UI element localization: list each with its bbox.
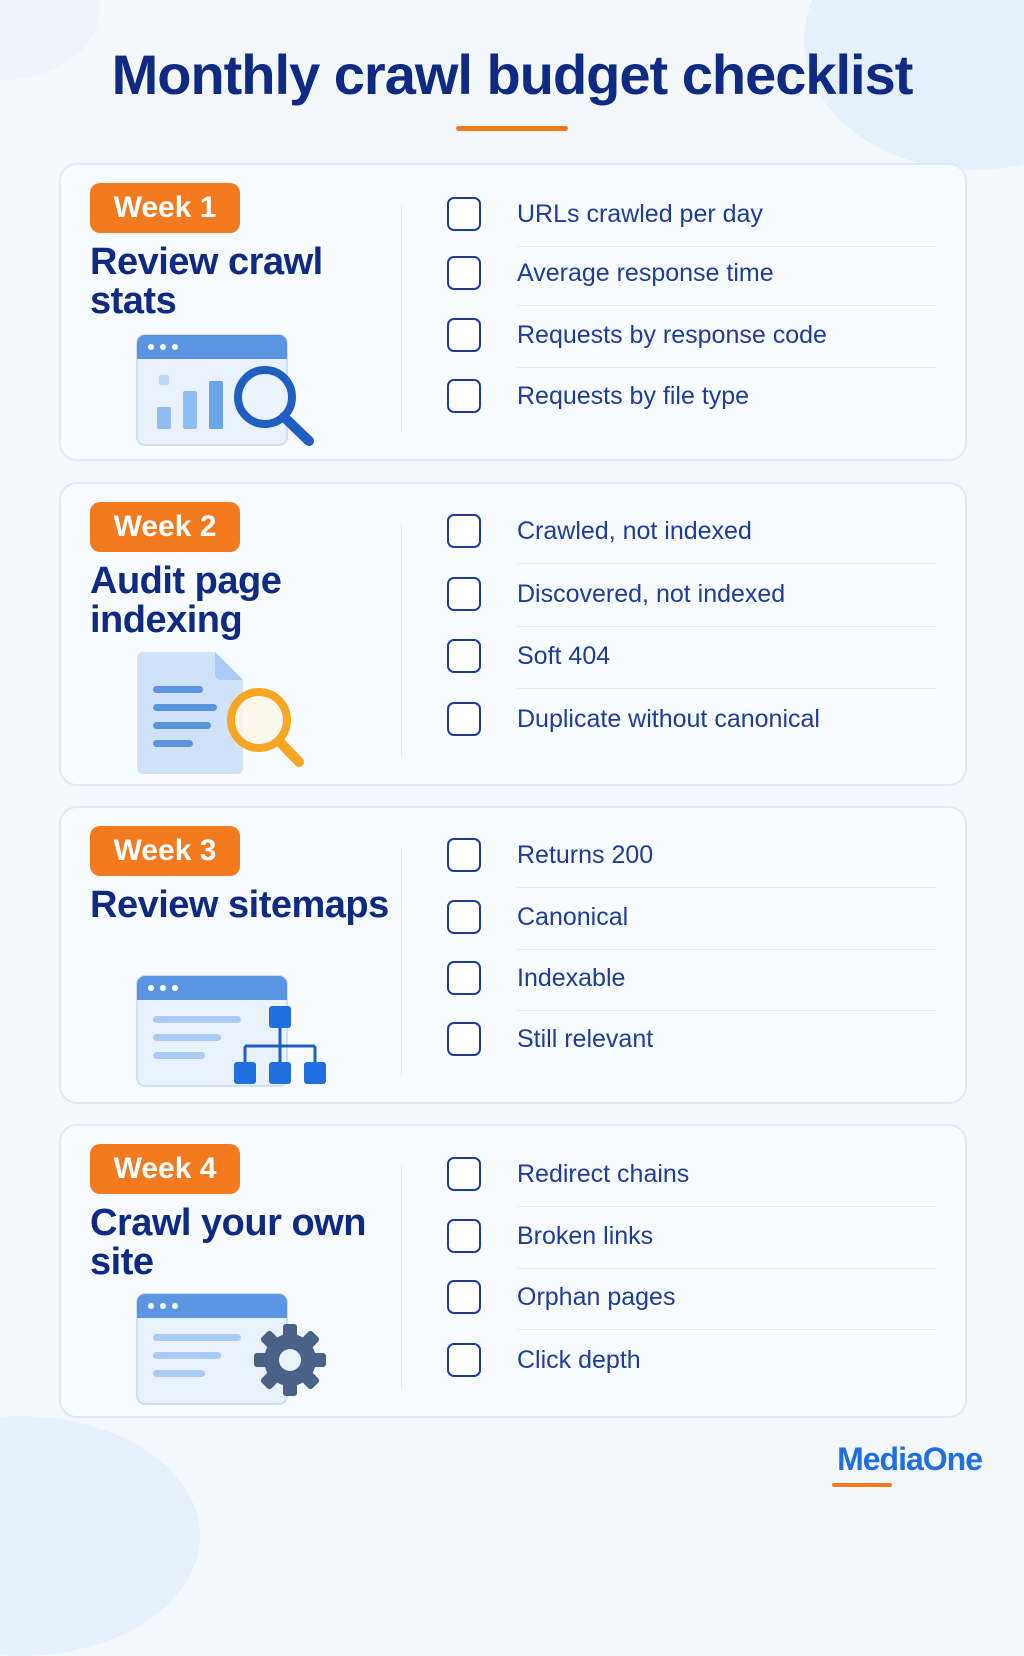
week-2-card (59, 482, 967, 786)
checklist-item (445, 367, 937, 429)
checkbox[interactable] (447, 702, 481, 736)
checklist-item (445, 1207, 937, 1269)
checklist-item-label: Still relevant (517, 1025, 654, 1053)
card-divider (401, 1166, 402, 1390)
checklist-item-label: Requests by response code (517, 321, 827, 349)
checkbox[interactable] (447, 1219, 481, 1253)
week-badge: Week 4 (90, 1144, 240, 1194)
checklist-item-label: Broken links (517, 1222, 654, 1250)
week-badge: Week 2 (90, 502, 240, 552)
brand-underline (832, 1483, 892, 1487)
checklist-item-label: Returns 200 (517, 841, 654, 869)
week-heading: Review crawl stats (90, 241, 323, 322)
checklist-item-label: Orphan pages (517, 1283, 676, 1311)
checklist-item-label: Soft 404 (517, 642, 611, 670)
checkbox[interactable] (447, 318, 481, 352)
checklist-item-label: Discovered, not indexed (517, 580, 786, 608)
browser-gear-icon (133, 1290, 333, 1410)
checkbox[interactable] (447, 1157, 481, 1191)
checklist-item (445, 1331, 937, 1393)
checklist-item-label: Canonical (517, 903, 629, 931)
checklist-item (445, 627, 937, 689)
page-title: Monthly crawl budget checklist (111, 43, 913, 106)
checkbox[interactable] (447, 900, 481, 934)
document-magnifier-icon (133, 650, 323, 776)
item-separator (517, 688, 937, 689)
checkbox[interactable] (447, 639, 481, 673)
checklist-item (445, 565, 937, 627)
checkbox[interactable] (447, 379, 481, 413)
week-heading: Crawl your own site (90, 1202, 366, 1283)
checkbox[interactable] (447, 961, 481, 995)
week-badge: Week 3 (90, 826, 240, 876)
week-4-card (59, 1124, 967, 1418)
crawl-stats-magnifier-icon (133, 331, 323, 451)
item-separator (517, 1329, 937, 1330)
checklist-item (445, 1145, 937, 1207)
checklist-item (445, 949, 937, 1011)
checkbox[interactable] (447, 514, 481, 548)
week-badge: Week 1 (90, 183, 240, 233)
week-heading: Review sitemaps (90, 884, 389, 926)
week-heading: Audit page indexing (90, 560, 282, 641)
checkbox[interactable] (447, 577, 481, 611)
card-divider (401, 205, 402, 433)
checklist-item-label: Indexable (517, 964, 626, 992)
checkbox[interactable] (447, 1022, 481, 1056)
checklist-item-label: Requests by file type (517, 382, 750, 410)
checkbox[interactable] (447, 1280, 481, 1314)
checklist-item (445, 306, 937, 368)
checklist-item-label: Duplicate without canonical (517, 705, 820, 733)
checkbox[interactable] (447, 838, 481, 872)
title-underline (456, 126, 568, 131)
checklist-item-label: Redirect chains (517, 1160, 690, 1188)
checkbox[interactable] (447, 256, 481, 290)
checklist-item (445, 1010, 937, 1072)
item-separator (517, 563, 937, 564)
background-blob (0, 1416, 200, 1656)
brand-logo: MediaOne (837, 1441, 982, 1477)
checkbox[interactable] (447, 1343, 481, 1377)
checklist-item (445, 826, 937, 888)
checklist-item (445, 1268, 937, 1330)
checklist-item (445, 185, 937, 247)
checklist-item (445, 690, 937, 752)
checkbox[interactable] (447, 197, 481, 231)
checklist-item-label: URLs crawled per day (517, 200, 763, 228)
week-1-card (59, 163, 967, 461)
checklist-item-label: Crawled, not indexed (517, 517, 752, 545)
card-divider (401, 848, 402, 1076)
checklist-item (445, 244, 937, 306)
checklist-item (445, 502, 937, 564)
checklist-item (445, 888, 937, 950)
card-divider (401, 524, 402, 758)
sitemap-tree-icon (133, 972, 333, 1092)
checklist-item-label: Click depth (517, 1346, 641, 1374)
checklist-item-label: Average response time (517, 259, 774, 287)
week-3-card (59, 806, 967, 1104)
